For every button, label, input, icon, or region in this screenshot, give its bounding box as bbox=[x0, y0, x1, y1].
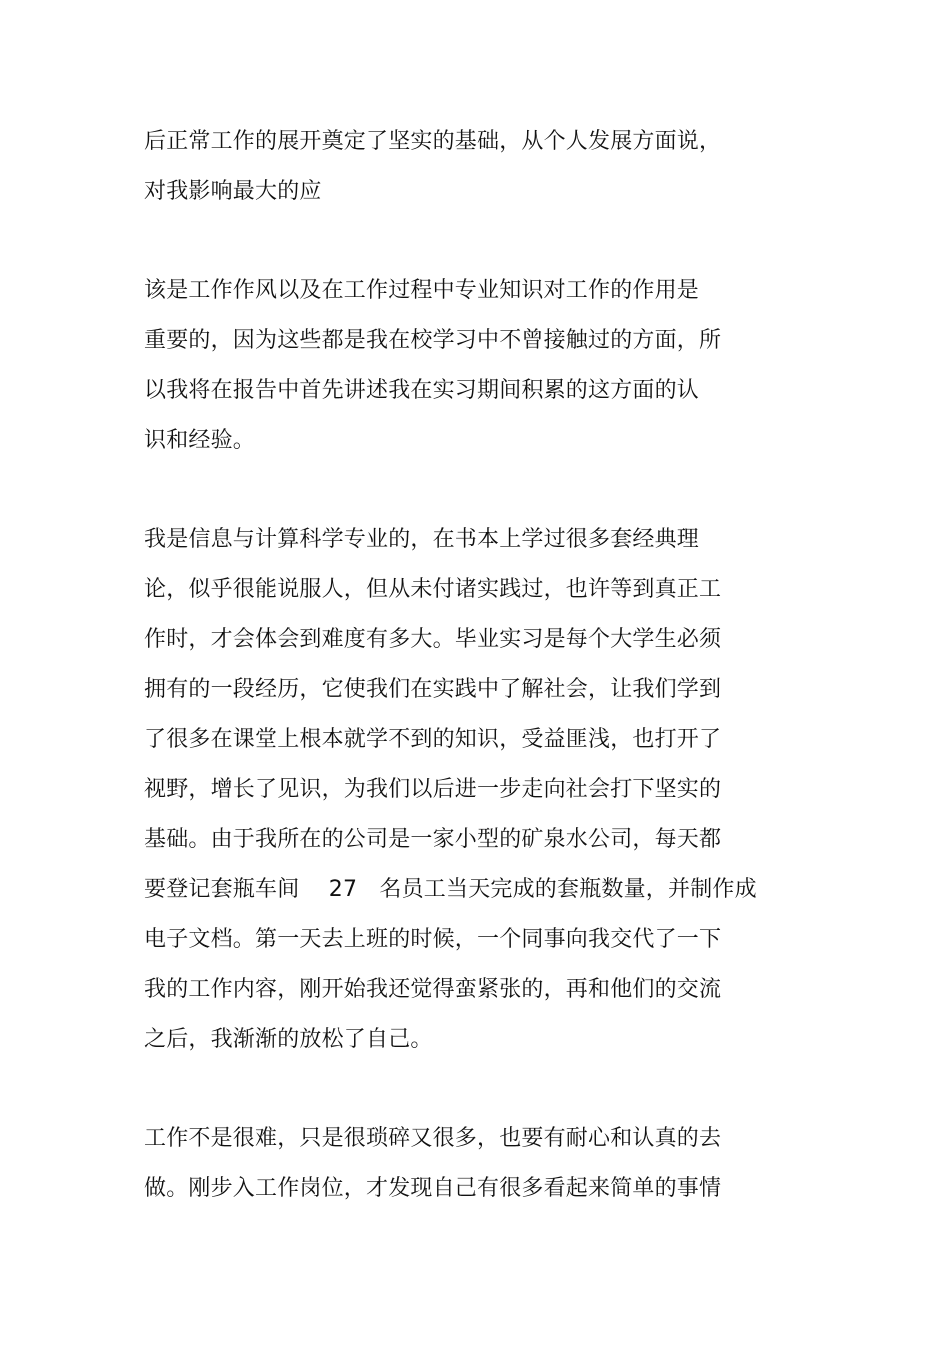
text-line: 作时，才会体会到难度有多大。毕业实习是每个大学生必须 bbox=[144, 627, 722, 652]
text-line: 我的工作内容，刚开始我还觉得蛮紧张的，再和他们的交流 bbox=[144, 977, 722, 1002]
text-line: 该是工作作风以及在工作过程中专业知识对工作的作用是 bbox=[144, 278, 700, 303]
text-line: 之后，我渐渐的放松了自己。 bbox=[144, 1027, 433, 1052]
text-line: 电子文档。第一天去上班的时候，一个同事向我交代了一下 bbox=[144, 927, 722, 952]
text-line: 重要的，因为这些都是我在校学习中不曾接触过的方面，所 bbox=[144, 328, 722, 353]
text-line: 要登记套瓶车间 27 名员工当天完成的套瓶数量，并制作成 bbox=[144, 877, 757, 902]
text-line: 后正常工作的展开奠定了坚实的基础，从个人发展方面说， bbox=[144, 129, 722, 154]
text-line: 工作不是很难，只是很琐碎又很多，也要有耐心和认真的去 bbox=[144, 1126, 722, 1151]
text-line: 拥有的一段经历，它使我们在实践中了解社会，让我们学到 bbox=[144, 677, 722, 702]
text-line: 做。刚步入工作岗位，才发现自己有很多看起来简单的事情 bbox=[144, 1176, 722, 1201]
text-line: 视野，增长了见识，为我们以后进一步走向社会打下坚实的 bbox=[144, 777, 722, 802]
text-line: 我是信息与计算科学专业的，在书本上学过很多套经典理 bbox=[144, 527, 700, 552]
text-line: 论，似乎很能说服人，但从未付诸实践过，也许等到真正工 bbox=[144, 577, 722, 602]
text-line: 对我影响最大的应 bbox=[144, 179, 322, 204]
text-line: 了很多在课堂上根本就学不到的知识，受益匪浅，也打开了 bbox=[144, 727, 722, 752]
text-line: 识和经验。 bbox=[144, 428, 256, 453]
text-line: 以我将在报告中首先讲述我在实习期间积累的这方面的认 bbox=[144, 378, 700, 403]
text-line: 基础。由于我所在的公司是一家小型的矿泉水公司，每天都 bbox=[144, 827, 722, 852]
